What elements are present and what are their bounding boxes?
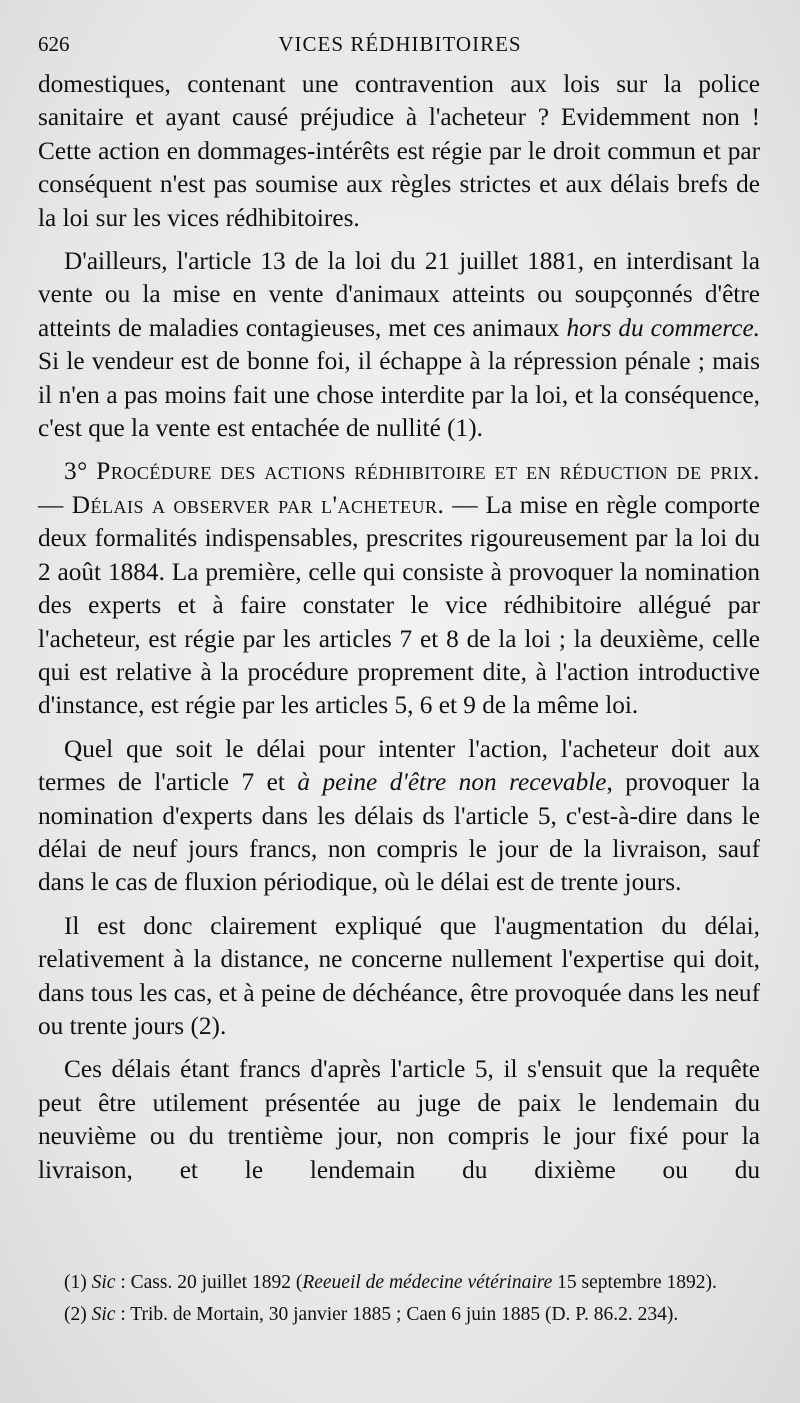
paragraph [38,245,760,445]
page-header [38,30,762,62]
footnote-text: : Trib. de Mortain, 30 janvier 1885 ; Caen 6 juin 1885 (D. P. 86.2. 234). [115,1304,679,1325]
paragraph [38,733,760,900]
paragraph-text: La mise en règle comporte deux formalités indispensables, prescrites rigoureusement par la loi du 2 août 1884. La première, celle qui consiste à provoquer la nomination des experts et à faire constater le vice rédhibitoire allégué par l'acheteur, est régie par les articles 7 et 8 de la loi ; la deuxième, celle qui est relative à la procédure proprement dite, à l'action introductive d'instance, est régie par les articles 5, 6 et 9 de la même loi. [38,490,760,720]
footnote-sic: Sic [91,1272,116,1293]
body-text [38,68,760,1197]
paragraph [38,455,760,722]
paragraph-text: Quel que soit le délai pour intenter l'action, l'acheteur doit aux termes de l'article 7 et [38,734,760,797]
paragraph-text: , provoquer la nomination d'experts dans les délais ds l'article 5, c'est-à-dire dans le délai de neuf jours francs, non compris le jour de la livraison, sauf dans le cas de fluxion périodique, où le délai est de trente jours. [38,768,760,897]
paragraph-text: Ces délais étant francs d'après l'article 5, il s'ensuit que la requête peut être utilement présentée au juge de paix le lendemain du neuvième ou du trentième jour, non compris le jour fixé pour la livraison, et le lendemain du dixième ou du [38,1055,760,1184]
footnote-text: : Cass. 20 juillet 1892 ( [115,1272,303,1293]
footnote [38,1269,760,1297]
footnote-marker: (1) [64,1272,87,1293]
paragraph-text: Il est donc clairement expliqué que l'augmentation du délai, relativement à la distance, ne concerne nullement l'expertise qui doit, dans tous les cas, et à peine de déchéance, être provoquée dans les neuf ou trente jours (2). [38,911,760,1040]
paragraph [38,910,760,1044]
paragraph-text: Si le vendeur est de bonne foi, il échappe à la répression pénale ; mais il n'en a pas moins fait une chose interdite par la loi, et la conséquence, c'est que la vente est entachée de nullité (1). [38,347,760,443]
footnote-marker: (2) [64,1304,87,1325]
page-number: 626 [38,32,70,56]
footnote-sic: Sic [91,1304,116,1325]
footnote [38,1301,760,1329]
paragraph [38,68,760,235]
paragraph [38,1053,760,1187]
italic-phrase: à peine d'être non recevable [297,768,607,797]
running-title: VICES RÉDHIBITOIRES [278,32,522,56]
italic-phrase: hors du commerce. [566,313,760,342]
section-heading: 3° Procédure des actions rédhibitoire et en réduction de prix. — Délais a observer par l'acheteur. — [38,457,760,519]
footnote-text: 15 septembre 1892). [552,1272,717,1293]
paragraph-text: D'ailleurs, l'article 13 de la loi du 21 juillet 1881, en interdisant la vente ou la mise en vente d'animaux atteints ou soupçonnés d'être atteints de maladies contagieuses, met ces animaux [38,247,760,342]
paragraph-text: domestiques, contenant une contravention aux lois sur la police sanitaire et ayant causé préjudice à l'acheteur ? Evidemment non ! Cette action en dommages-intérêts est régie par le droit commun et par conséquent n'est pas soumise aux règles strictes et aux délais brefs de la loi sur les vices rédhibitoires. [38,70,760,232]
footnote-journal: Reeueil de médecine vétérinaire [302,1272,553,1293]
footnotes [38,1269,760,1333]
